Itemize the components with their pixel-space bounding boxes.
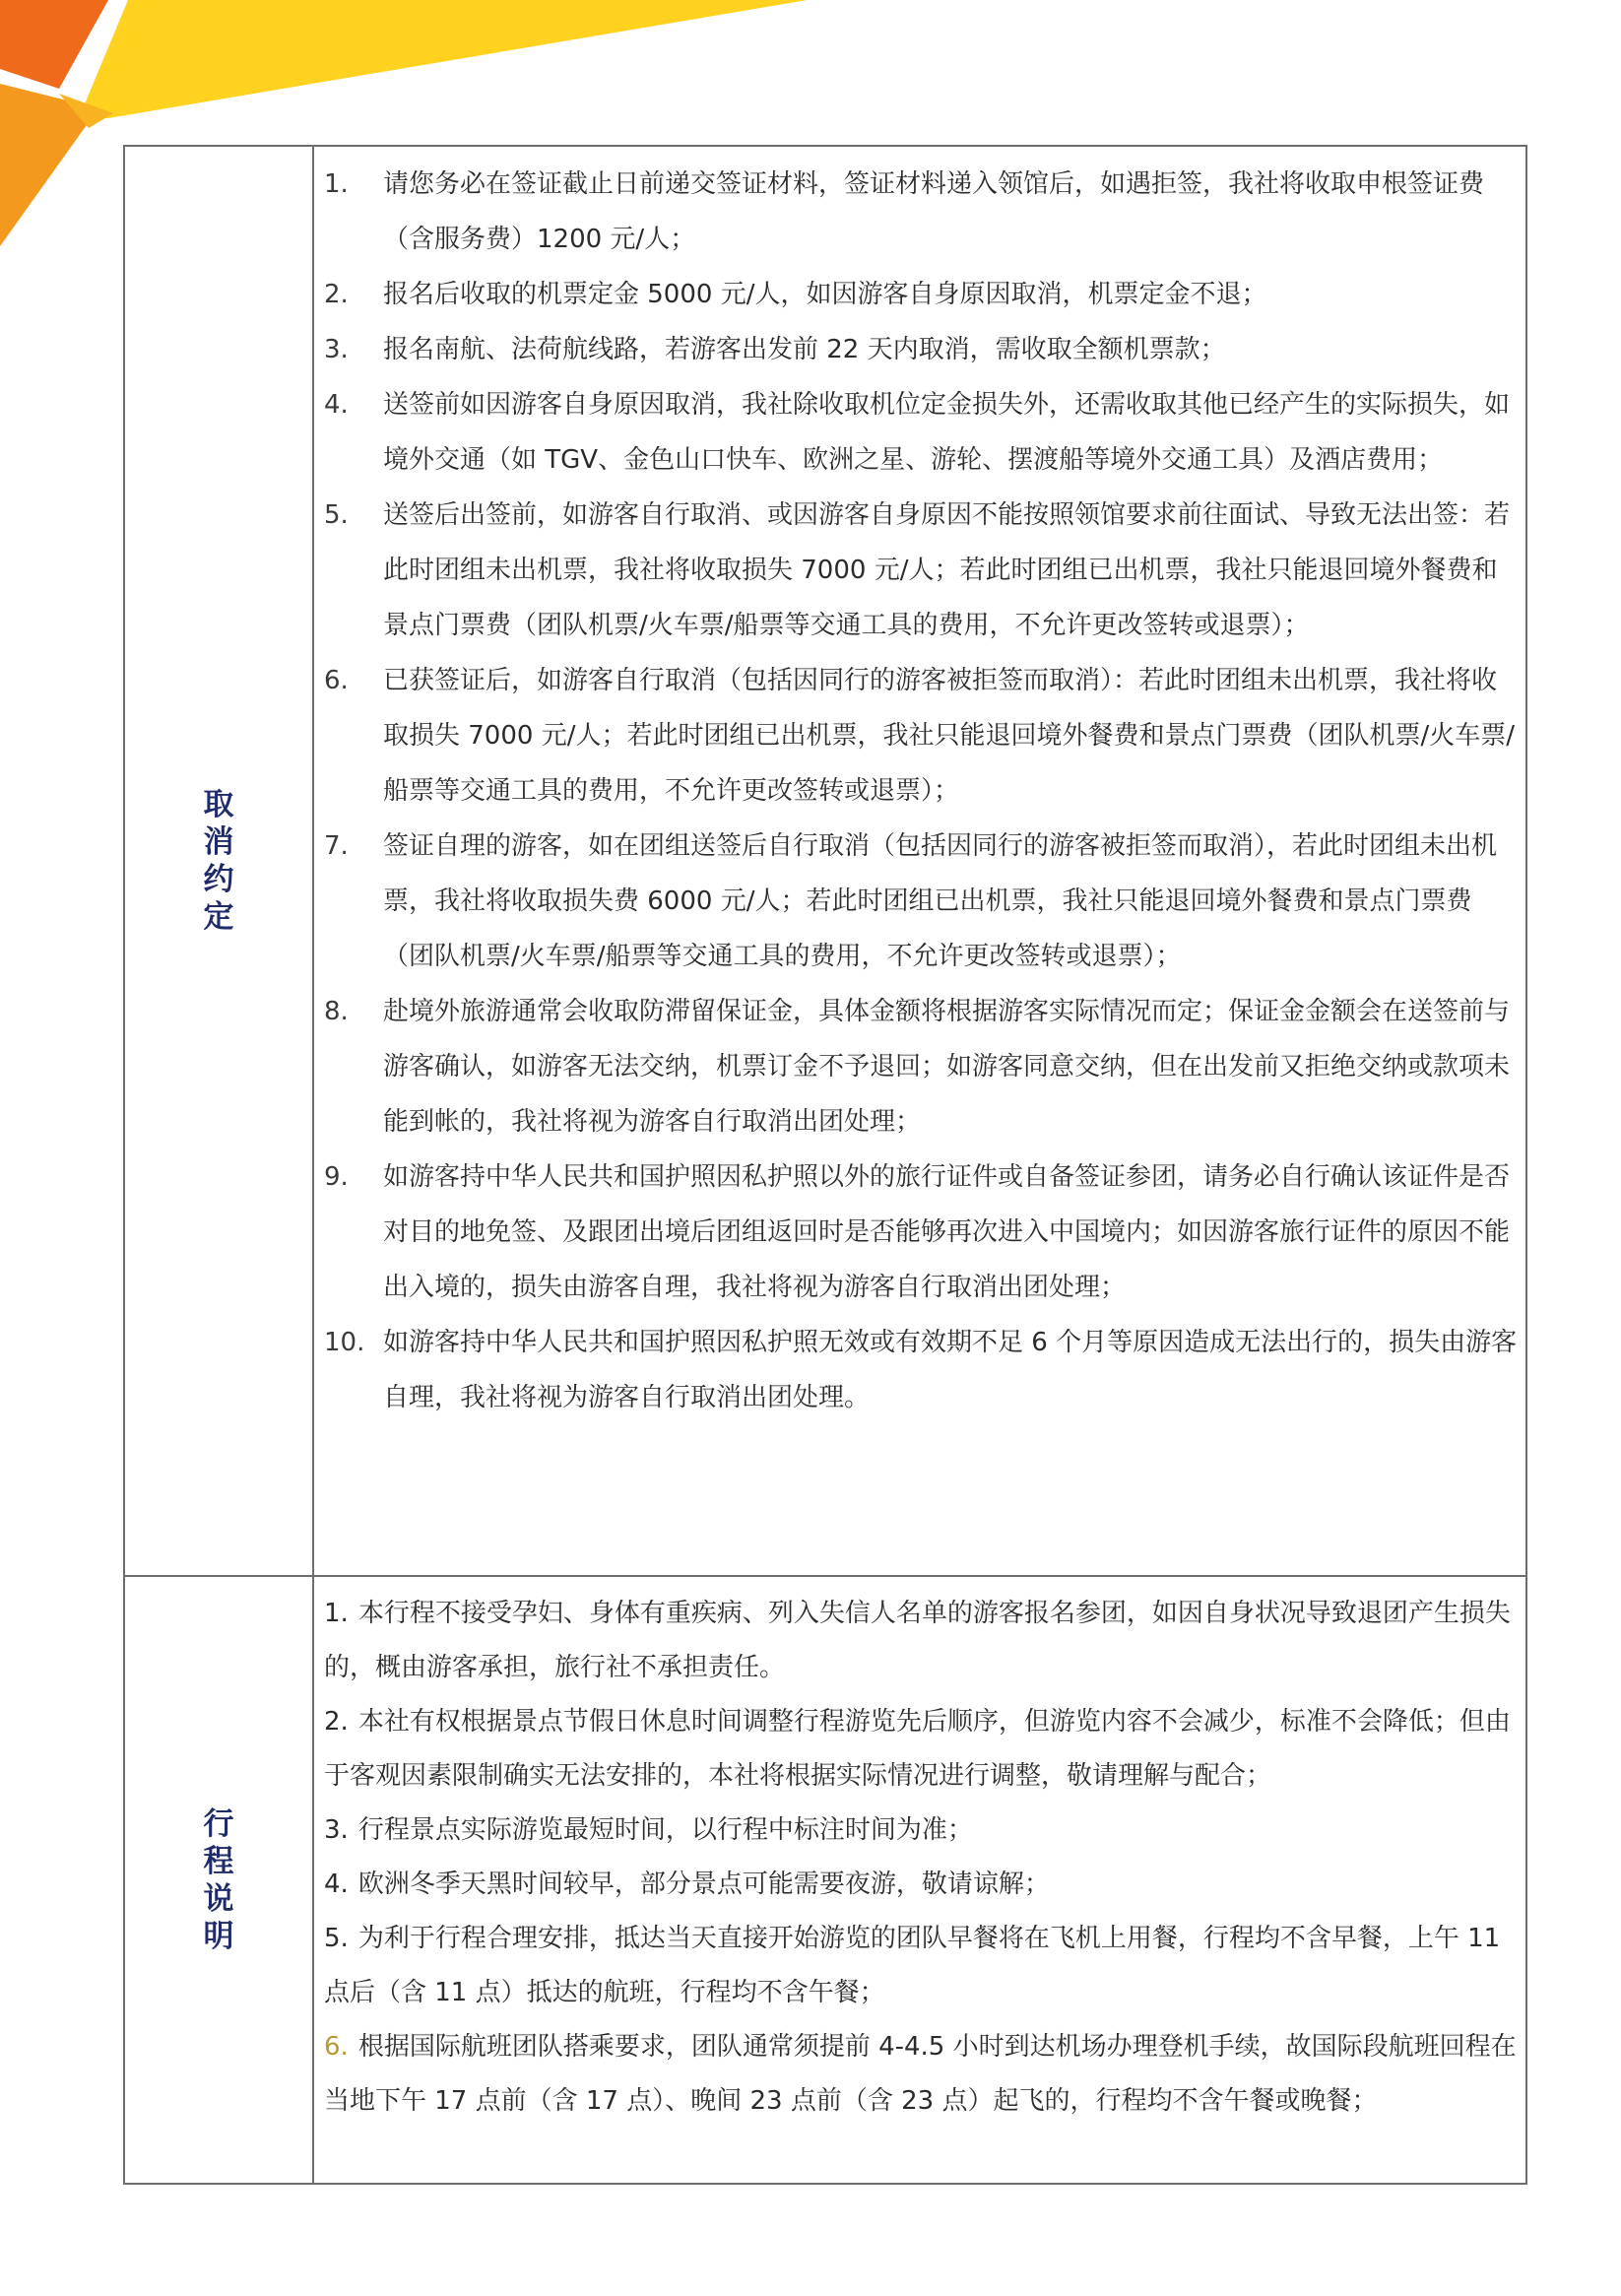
item-text: 报名后收取的机票定金 5000 元/人，如因游客自身原因取消，机票定金不退； bbox=[383, 280, 1267, 309]
terms-table bbox=[123, 145, 1527, 2185]
list-item bbox=[324, 1804, 1518, 1858]
item-number: 2. bbox=[324, 280, 349, 309]
item-text: 送签后出签前，如游客自行取消、或因游客自身原因不能按照领馆要求前往面试、导致无法出签：若此时团组未出机票，我社将收取损失 7000 元/人；若此时团组已出机票，我社只能退回境外餐费和景点门票费（团队机票/火车票/船票等交通工具的费用，不允许更改签转或退票）； bbox=[383, 500, 1511, 640]
deco-orange-shape bbox=[0, 0, 108, 89]
item-text: 欧洲冬季天黑时间较早，部分景点可能需要夜游，敬请谅解； bbox=[357, 1870, 1050, 1899]
item-number: 1. bbox=[324, 1599, 349, 1628]
item-number: 7. bbox=[324, 831, 349, 861]
list-item bbox=[324, 1587, 1518, 1695]
itinerary-section-row bbox=[124, 1576, 1526, 2184]
list-item bbox=[324, 653, 1518, 819]
item-text: 行程景点实际游览最短时间，以行程中标注时间为准； bbox=[357, 1815, 973, 1845]
item-text: 报名南航、法荷航线路，若游客出发前 22 天内取消，需收取全额机票款； bbox=[383, 335, 1226, 364]
item-number: 9. bbox=[324, 1162, 349, 1192]
cancel-label-cell bbox=[124, 146, 313, 1576]
item-text: 本社有权根据景点节假日休息时间调整行程游览先后顺序，但游览内容不会减少，标准不会降低；但由于客观因素限制确实无法安排的，本社将根据实际情况进行调整，敬请理解与配合； bbox=[324, 1707, 1511, 1791]
item-text: 为利于行程合理安排，抵达当天直接开始游览的团队早餐将在飞机上用餐，行程均不含早餐，上午 11 点后（含 11 点）抵达的航班，行程均不含午餐； bbox=[324, 1924, 1501, 2007]
list-item bbox=[324, 1315, 1518, 1425]
item-number: 6. bbox=[324, 2032, 349, 2062]
list-item bbox=[324, 377, 1518, 488]
item-text: 如游客持中华人民共和国护照因私护照以外的旅行证件或自备签证参团，请务必自行确认该证件是否对目的地免签、及跟团出境后团组返回时是否能够再次进入中国境内；如因游客旅行证件的原因不能出入境的，损失由游客自理，我社将视为游客自行取消出团处理； bbox=[383, 1162, 1511, 1302]
cancel-content-cell bbox=[313, 146, 1526, 1576]
item-number: 1. bbox=[324, 169, 349, 199]
list-item bbox=[324, 1858, 1518, 1912]
itinerary-section-label: 行程说明 bbox=[203, 1805, 234, 1954]
list-item bbox=[324, 819, 1518, 984]
list-item bbox=[324, 322, 1518, 377]
list-item bbox=[324, 984, 1518, 1149]
itinerary-label-cell bbox=[124, 1576, 313, 2184]
deco-yellow-shape bbox=[79, 0, 808, 118]
item-number: 10. bbox=[324, 1328, 365, 1357]
itinerary-content-cell bbox=[313, 1576, 1526, 2184]
list-item bbox=[324, 157, 1518, 267]
item-text: 本行程不接受孕妇、身体有重疾病、列入失信人名单的游客报名参团，如因自身状况导致退团产生损失的，概由游客承担，旅行社不承担责任。 bbox=[324, 1599, 1511, 1682]
item-number: 3. bbox=[324, 335, 349, 364]
item-text: 请您务必在签证截止日前递交签证材料，签证材料递入领馆后，如遇拒签，我社将收取申根签证费（含服务费）1200 元/人； bbox=[383, 169, 1485, 254]
list-item bbox=[324, 1695, 1518, 1804]
list-item bbox=[324, 2020, 1518, 2129]
item-number: 6. bbox=[324, 666, 349, 695]
cancel-section-row bbox=[124, 146, 1526, 1576]
item-text: 赴境外旅游通常会收取防滞留保证金，具体金额将根据游客实际情况而定；保证金金额会在送签前与游客确认，如游客无法交纳，机票订金不予退回；如游客同意交纳，但在出发前又拒绝交纳或款项未能到帐的，我社将视为游客自行取消出团处理； bbox=[383, 997, 1511, 1137]
cancel-section-label: 取消约定 bbox=[203, 787, 234, 935]
list-item bbox=[324, 488, 1518, 653]
item-number: 4. bbox=[324, 1870, 349, 1899]
item-text: 已获签证后，如游客自行取消（包括因同行的游客被拒签而取消）：若此时团组未出机票，我社将收取损失 7000 元/人；若此时团组已出机票，我社只能退回境外餐费和景点门票费（团队机票/火车票/船票等交通工具的费用，不允许更改签转或退票）； bbox=[383, 666, 1515, 806]
item-text: 送签前如因游客自身原因取消，我社除收取机位定金损失外，还需收取其他已经产生的实际损失，如境外交通（如 TGV、金色山口快车、欧洲之星、游轮、摆渡船等境外交通工具）及酒店费用； bbox=[383, 390, 1511, 475]
item-number: 5. bbox=[324, 1924, 349, 1953]
item-text: 如游客持中华人民共和国护照因私护照无效或有效期不足 6 个月等原因造成无法出行的，损失由游客自理，我社将视为游客自行取消出团处理。 bbox=[383, 1328, 1518, 1412]
item-text: 根据国际航班团队搭乘要求，团队通常须提前 4-4.5 小时到达机场办理登机手续，故国际段航班回程在当地下午 17 点前（含 17 点）、晚间 23 点前（含 23 点）起飞的，行程均不含午餐或晚餐； bbox=[324, 2032, 1517, 2116]
item-number: 4. bbox=[324, 390, 349, 420]
item-text: 签证自理的游客，如在团组送签后自行取消（包括因同行的游客被拒签而取消），若此时团组未出机票，我社将收取损失费 6000 元/人；若此时团组已出机票，我社只能退回境外餐费和景点门票费（团队机票/火车票/船票等交通工具的费用，不允许更改签转或退票）； bbox=[383, 831, 1498, 971]
item-number: 2. bbox=[324, 1707, 349, 1737]
list-item bbox=[324, 267, 1518, 322]
list-item bbox=[324, 1149, 1518, 1315]
item-number: 3. bbox=[324, 1815, 349, 1845]
list-item bbox=[324, 1912, 1518, 2020]
item-number: 5. bbox=[324, 500, 349, 530]
item-number: 8. bbox=[324, 997, 349, 1026]
